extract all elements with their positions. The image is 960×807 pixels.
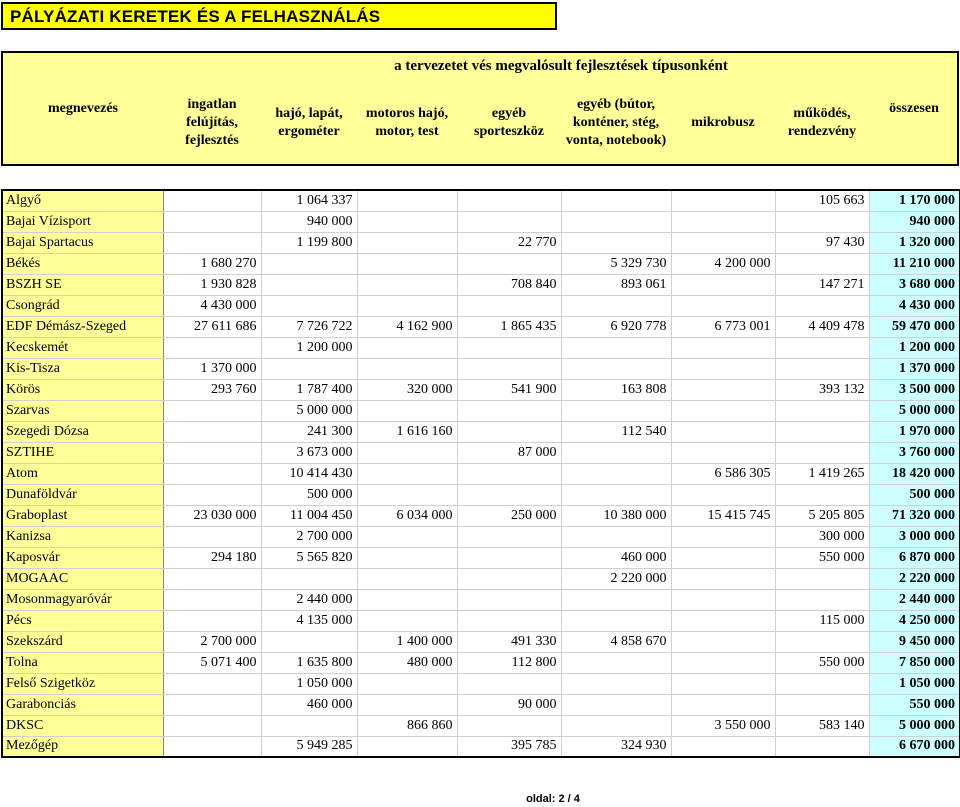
row-value xyxy=(457,190,561,211)
row-value: 541 900 xyxy=(457,379,561,400)
row-value xyxy=(561,211,671,232)
row-name: Bajai Vízisport xyxy=(2,211,163,232)
row-value xyxy=(457,211,561,232)
row-total: 2 220 000 xyxy=(869,568,960,589)
row-value xyxy=(775,400,869,421)
row-value: 4 162 900 xyxy=(357,316,457,337)
row-name: Szegedi Dózsa xyxy=(2,421,163,442)
row-value: 3 673 000 xyxy=(261,442,357,463)
table-row xyxy=(2,526,960,547)
row-value xyxy=(357,484,457,505)
row-value: 90 000 xyxy=(457,694,561,715)
row-total: 3 500 000 xyxy=(869,379,960,400)
row-name: Kanizsa xyxy=(2,526,163,547)
row-value xyxy=(357,400,457,421)
row-value xyxy=(357,547,457,568)
row-name: Dunaföldvár xyxy=(2,484,163,505)
row-value xyxy=(775,295,869,316)
row-value xyxy=(671,190,775,211)
row-value: 4 409 478 xyxy=(775,316,869,337)
row-value: 250 000 xyxy=(457,505,561,526)
row-value xyxy=(357,274,457,295)
row-value xyxy=(671,358,775,379)
row-value xyxy=(163,211,261,232)
row-name: SZTIHE xyxy=(2,442,163,463)
row-value: 2 700 000 xyxy=(261,526,357,547)
row-value: 105 663 xyxy=(775,190,869,211)
row-value: 2 700 000 xyxy=(163,631,261,652)
table-header xyxy=(1,51,959,166)
row-value xyxy=(775,589,869,610)
table-row xyxy=(2,253,960,274)
row-value xyxy=(457,253,561,274)
row-value: 4 430 000 xyxy=(163,295,261,316)
row-total: 7 850 000 xyxy=(869,652,960,673)
row-name: Körös xyxy=(2,379,163,400)
row-value xyxy=(163,526,261,547)
row-value: 1 787 400 xyxy=(261,379,357,400)
row-value: 6 586 305 xyxy=(671,463,775,484)
row-value: 7 726 722 xyxy=(261,316,357,337)
row-value: 5 565 820 xyxy=(261,547,357,568)
row-value xyxy=(671,421,775,442)
row-value xyxy=(357,610,457,631)
row-value xyxy=(775,631,869,652)
row-name: Atom xyxy=(2,463,163,484)
row-value: 1 616 160 xyxy=(357,421,457,442)
row-value xyxy=(357,526,457,547)
table-row xyxy=(2,715,960,736)
row-value: 708 840 xyxy=(457,274,561,295)
row-value xyxy=(357,673,457,694)
row-value xyxy=(163,610,261,631)
row-value xyxy=(357,337,457,358)
table-row xyxy=(2,358,960,379)
row-value: 4 858 670 xyxy=(561,631,671,652)
header-col-hajo: hajó, lapát, ergométer xyxy=(275,105,343,139)
row-value xyxy=(671,652,775,673)
row-value xyxy=(163,715,261,736)
row-total: 5 000 000 xyxy=(869,400,960,421)
row-total: 11 210 000 xyxy=(869,253,960,274)
row-value xyxy=(561,295,671,316)
row-value xyxy=(357,736,457,757)
row-value: 163 808 xyxy=(561,379,671,400)
row-name: Szekszárd xyxy=(2,631,163,652)
row-value: 550 000 xyxy=(775,547,869,568)
row-value: 1 680 270 xyxy=(163,253,261,274)
row-value: 6 773 001 xyxy=(671,316,775,337)
table-row xyxy=(2,379,960,400)
row-value xyxy=(163,694,261,715)
row-value xyxy=(163,337,261,358)
row-value xyxy=(775,694,869,715)
header-col-butor: egyéb (bútor, konténer, stég, vonta, notebook) xyxy=(565,96,667,148)
row-value xyxy=(671,211,775,232)
row-value xyxy=(775,253,869,274)
row-total: 550 000 xyxy=(869,694,960,715)
row-value: 294 180 xyxy=(163,547,261,568)
row-value: 1 865 435 xyxy=(457,316,561,337)
row-value: 5 000 000 xyxy=(261,400,357,421)
table-row xyxy=(2,736,960,757)
table-row xyxy=(2,295,960,316)
row-value xyxy=(357,694,457,715)
row-total: 5 000 000 xyxy=(869,715,960,736)
row-value: 147 271 xyxy=(775,274,869,295)
header-col-mikrobusz: mikrobusz xyxy=(691,114,755,130)
row-value xyxy=(163,400,261,421)
row-value: 6 920 778 xyxy=(561,316,671,337)
row-total: 1 370 000 xyxy=(869,358,960,379)
table-row xyxy=(2,463,960,484)
table-row xyxy=(2,400,960,421)
row-value xyxy=(457,610,561,631)
row-value xyxy=(357,358,457,379)
row-value: 10 414 430 xyxy=(261,463,357,484)
table-row xyxy=(2,547,960,568)
row-value xyxy=(457,568,561,589)
row-value xyxy=(561,715,671,736)
row-value xyxy=(163,232,261,253)
row-value: 23 030 000 xyxy=(163,505,261,526)
row-total: 940 000 xyxy=(869,211,960,232)
row-value xyxy=(561,694,671,715)
row-total: 9 450 000 xyxy=(869,631,960,652)
row-value xyxy=(357,463,457,484)
row-value xyxy=(671,631,775,652)
row-value: 866 860 xyxy=(357,715,457,736)
row-value: 10 380 000 xyxy=(561,505,671,526)
row-value: 1 199 800 xyxy=(261,232,357,253)
header-col-name: megnevezés xyxy=(48,100,118,116)
row-value xyxy=(261,295,357,316)
row-value xyxy=(775,736,869,757)
row-value xyxy=(261,631,357,652)
row-value: 22 770 xyxy=(457,232,561,253)
header-col-mukodes: működés, rendezvény xyxy=(787,105,857,139)
row-total: 71 320 000 xyxy=(869,505,960,526)
row-name: DKSC xyxy=(2,715,163,736)
report-title-box xyxy=(1,2,557,30)
row-value xyxy=(561,610,671,631)
row-value xyxy=(775,673,869,694)
row-total: 2 440 000 xyxy=(869,589,960,610)
row-name: Kaposvár xyxy=(2,547,163,568)
header-group-label: a tervezetet vés megvalósult fejlesztések típusonként xyxy=(394,58,728,74)
row-value: 27 611 686 xyxy=(163,316,261,337)
row-value xyxy=(671,526,775,547)
row-name: Pécs xyxy=(2,610,163,631)
row-value: 5 205 805 xyxy=(775,505,869,526)
row-total: 18 420 000 xyxy=(869,463,960,484)
table-row xyxy=(2,505,960,526)
row-value xyxy=(457,463,561,484)
row-value: 1 400 000 xyxy=(357,631,457,652)
row-value xyxy=(457,337,561,358)
row-value: 491 330 xyxy=(457,631,561,652)
row-value xyxy=(261,274,357,295)
row-value xyxy=(671,379,775,400)
row-value xyxy=(561,400,671,421)
row-total: 3 760 000 xyxy=(869,442,960,463)
row-value: 1 050 000 xyxy=(261,673,357,694)
row-value: 3 550 000 xyxy=(671,715,775,736)
row-total: 6 670 000 xyxy=(869,736,960,757)
row-value xyxy=(561,589,671,610)
row-value xyxy=(261,253,357,274)
row-value: 4 200 000 xyxy=(671,253,775,274)
row-total: 4 430 000 xyxy=(869,295,960,316)
row-value: 5 329 730 xyxy=(561,253,671,274)
row-total: 1 970 000 xyxy=(869,421,960,442)
row-value xyxy=(775,568,869,589)
row-value xyxy=(357,442,457,463)
row-value xyxy=(457,673,561,694)
row-value xyxy=(561,652,671,673)
row-name: Mosonmagyaróvár xyxy=(2,589,163,610)
table-row xyxy=(2,673,960,694)
row-total: 500 000 xyxy=(869,484,960,505)
row-value: 583 140 xyxy=(775,715,869,736)
row-value: 1 370 000 xyxy=(163,358,261,379)
row-value xyxy=(561,337,671,358)
table-row xyxy=(2,316,960,337)
row-value: 293 760 xyxy=(163,379,261,400)
page-number: oldal: 2 / 4 xyxy=(526,793,580,805)
row-total: 1 050 000 xyxy=(869,673,960,694)
row-value: 1 200 000 xyxy=(261,337,357,358)
row-value xyxy=(457,400,561,421)
header-col-ingatlan: ingatlan felújítás, fejlesztés xyxy=(185,96,239,148)
row-total: 59 470 000 xyxy=(869,316,960,337)
row-value xyxy=(561,463,671,484)
row-value xyxy=(671,589,775,610)
row-value xyxy=(457,484,561,505)
row-value: 480 000 xyxy=(357,652,457,673)
row-value xyxy=(671,694,775,715)
row-value xyxy=(671,295,775,316)
row-value xyxy=(163,736,261,757)
row-value xyxy=(561,484,671,505)
row-value: 393 132 xyxy=(775,379,869,400)
row-value xyxy=(561,358,671,379)
row-value: 5 071 400 xyxy=(163,652,261,673)
row-value: 241 300 xyxy=(261,421,357,442)
row-total: 3 680 000 xyxy=(869,274,960,295)
data-table xyxy=(1,189,960,758)
row-name: Békés xyxy=(2,253,163,274)
row-value xyxy=(457,526,561,547)
row-value xyxy=(357,211,457,232)
row-value: 2 220 000 xyxy=(561,568,671,589)
row-name: Mezőgép xyxy=(2,736,163,757)
row-value: 940 000 xyxy=(261,211,357,232)
row-value: 15 415 745 xyxy=(671,505,775,526)
table-row xyxy=(2,274,960,295)
row-name: Szarvas xyxy=(2,400,163,421)
row-total: 1 170 000 xyxy=(869,190,960,211)
row-value xyxy=(163,568,261,589)
row-name: Kecskemét xyxy=(2,337,163,358)
row-value: 6 034 000 xyxy=(357,505,457,526)
row-name: Graboplast xyxy=(2,505,163,526)
row-value: 460 000 xyxy=(261,694,357,715)
row-value xyxy=(775,211,869,232)
row-name: Kis-Tisza xyxy=(2,358,163,379)
header-col-motoros: motoros hajó, motor, test xyxy=(365,105,449,139)
row-value xyxy=(561,673,671,694)
row-value xyxy=(457,295,561,316)
row-value xyxy=(261,568,357,589)
table-row xyxy=(2,442,960,463)
row-name: Tolna xyxy=(2,652,163,673)
row-value xyxy=(671,484,775,505)
row-total: 1 200 000 xyxy=(869,337,960,358)
table-row xyxy=(2,631,960,652)
row-value xyxy=(261,715,357,736)
row-value xyxy=(357,589,457,610)
row-value xyxy=(357,568,457,589)
header-col-osszesen: összesen xyxy=(889,100,939,116)
row-value: 300 000 xyxy=(775,526,869,547)
row-value xyxy=(163,589,261,610)
row-value xyxy=(775,337,869,358)
row-value: 1 930 828 xyxy=(163,274,261,295)
row-value xyxy=(163,463,261,484)
row-value xyxy=(671,547,775,568)
row-name: Csongrád xyxy=(2,295,163,316)
row-name: EDF Démász-Szeged xyxy=(2,316,163,337)
row-value xyxy=(561,442,671,463)
row-value xyxy=(163,484,261,505)
row-value xyxy=(775,442,869,463)
row-value: 112 800 xyxy=(457,652,561,673)
row-value: 2 440 000 xyxy=(261,589,357,610)
row-value xyxy=(457,358,561,379)
row-value xyxy=(671,274,775,295)
row-total: 3 000 000 xyxy=(869,526,960,547)
table-row xyxy=(2,232,960,253)
row-value: 460 000 xyxy=(561,547,671,568)
row-value xyxy=(775,358,869,379)
row-value: 1 635 800 xyxy=(261,652,357,673)
row-value: 320 000 xyxy=(357,379,457,400)
row-total: 6 870 000 xyxy=(869,547,960,568)
table-row xyxy=(2,421,960,442)
row-value xyxy=(457,421,561,442)
row-value xyxy=(357,232,457,253)
row-value xyxy=(163,673,261,694)
row-value xyxy=(671,610,775,631)
row-value: 87 000 xyxy=(457,442,561,463)
row-value: 4 135 000 xyxy=(261,610,357,631)
row-value: 500 000 xyxy=(261,484,357,505)
row-total: 1 320 000 xyxy=(869,232,960,253)
row-value xyxy=(775,484,869,505)
row-name: BSZH SE xyxy=(2,274,163,295)
table-row xyxy=(2,610,960,631)
row-value: 550 000 xyxy=(775,652,869,673)
row-value: 112 540 xyxy=(561,421,671,442)
table-row xyxy=(2,211,960,232)
row-value xyxy=(775,421,869,442)
row-total: 4 250 000 xyxy=(869,610,960,631)
table-row xyxy=(2,694,960,715)
table-row xyxy=(2,337,960,358)
table-row xyxy=(2,190,960,211)
row-value xyxy=(671,568,775,589)
row-value xyxy=(561,526,671,547)
row-value xyxy=(357,253,457,274)
table-row xyxy=(2,652,960,673)
row-value xyxy=(671,442,775,463)
row-value xyxy=(261,358,357,379)
row-value xyxy=(163,421,261,442)
row-name: MOGAAC xyxy=(2,568,163,589)
row-value xyxy=(561,232,671,253)
row-value xyxy=(357,190,457,211)
row-value xyxy=(457,547,561,568)
row-value xyxy=(457,589,561,610)
row-value xyxy=(561,190,671,211)
row-value xyxy=(671,736,775,757)
row-value: 324 930 xyxy=(561,736,671,757)
row-value: 1 064 337 xyxy=(261,190,357,211)
table-row xyxy=(2,568,960,589)
row-value: 11 004 450 xyxy=(261,505,357,526)
table-row xyxy=(2,589,960,610)
report-title: PÁLYÁZATI KERETEK ÉS A FELHASZNÁLÁS xyxy=(10,7,381,26)
row-value xyxy=(163,442,261,463)
row-name: Felső Szigetköz xyxy=(2,673,163,694)
row-value xyxy=(163,190,261,211)
row-name: Garabonciás xyxy=(2,694,163,715)
row-value: 1 419 265 xyxy=(775,463,869,484)
row-value: 395 785 xyxy=(457,736,561,757)
header-col-sporteszkoz: egyéb sporteszköz xyxy=(474,105,544,139)
row-value: 893 061 xyxy=(561,274,671,295)
table-row xyxy=(2,484,960,505)
row-value xyxy=(457,715,561,736)
row-value: 97 430 xyxy=(775,232,869,253)
row-value xyxy=(671,232,775,253)
row-value xyxy=(671,673,775,694)
row-value: 115 000 xyxy=(775,610,869,631)
row-value xyxy=(671,337,775,358)
row-name: Bajai Spartacus xyxy=(2,232,163,253)
row-value xyxy=(671,400,775,421)
row-value xyxy=(357,295,457,316)
row-value: 5 949 285 xyxy=(261,736,357,757)
row-name: Algyő xyxy=(2,190,163,211)
